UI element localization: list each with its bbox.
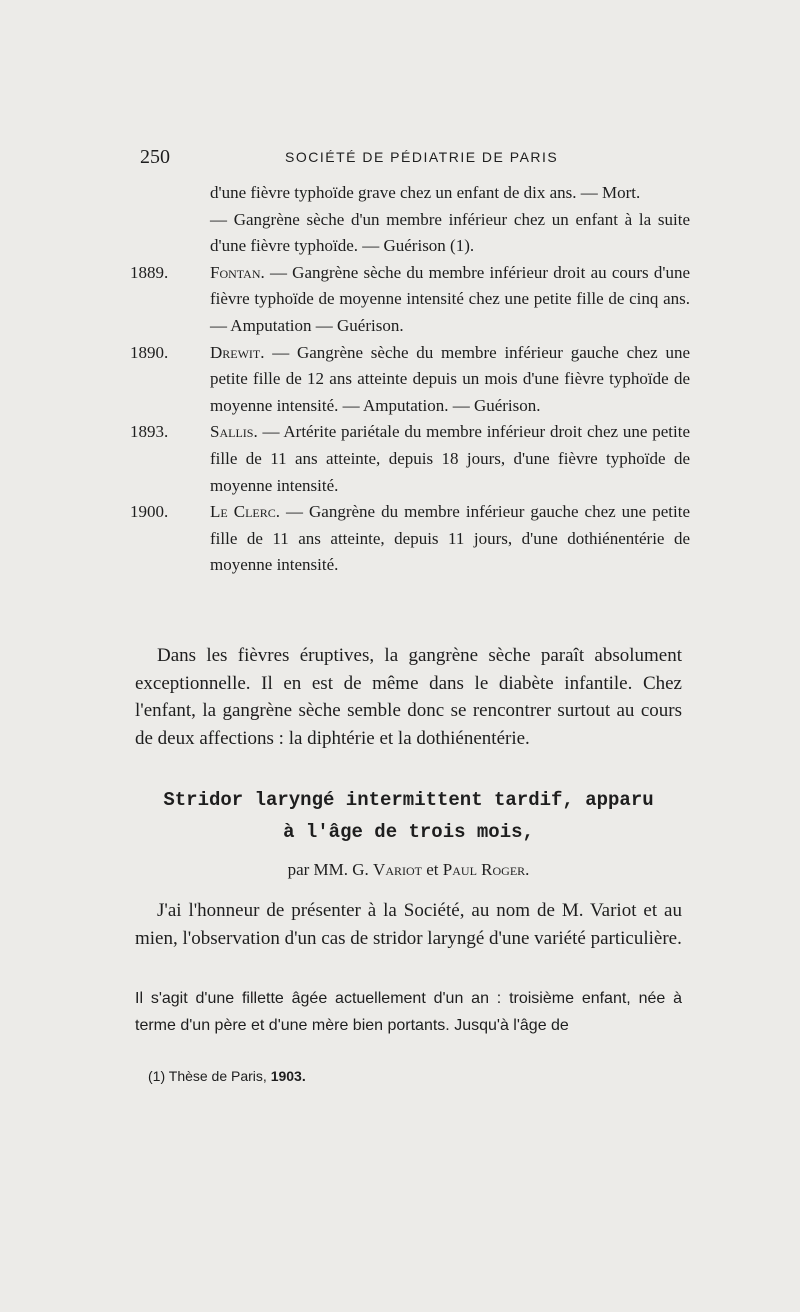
- page-number: 250: [140, 146, 170, 168]
- entry-text: . — Gangrène sèche du membre inférieur droit au cours d'une fièvre typhoïde de moyenne intensité chez une petite fille de cinq ans. — Amputation — Guérison.: [210, 262, 690, 335]
- entry-year: 1890.: [130, 342, 169, 362]
- case-entry: [130, 419, 690, 499]
- body-paragraph: [135, 897, 682, 952]
- footnote-marker: (1): [148, 1068, 166, 1084]
- entry-year: 1900.: [130, 502, 169, 522]
- case-list: [130, 180, 690, 579]
- entry-author: Fontan: [210, 262, 261, 282]
- case-entry: [130, 260, 690, 340]
- paragraph-text: Il s'agit d'une fillette âgée actuellement d'un an : troisième enfant, née à terme d'un père et d'une mère bien portants. Jusqu'à l'âge de: [135, 990, 682, 1034]
- entry-text: d'une fièvre typhoïde grave chez un enfant de dix ans. — Mort.: [210, 183, 641, 202]
- case-entry: [130, 207, 690, 260]
- entry-text: — Gangrène sèche d'un membre inférieur chez un enfant à la suite d'une fièvre typhoïde. — Guérison (1).: [210, 209, 690, 256]
- paragraph-text: Dans les fièvres éruptives, la gangrène sèche paraît absolument exceptionnelle. Il en est de même dans le diabète infantile. Chez l'enfant, la gangrène sèche semble donc se rencontrer surtout au cours de deux affections : la diphtérie et la dothiénentérie.: [135, 645, 682, 749]
- entry-text: . — Gangrène du membre inférieur gauche chez une petite fille de 11 ans atteinte, depuis 11 jours, d'une dothiénentérie de moyenne intensité.: [210, 502, 690, 575]
- footnote: (1) Thèse de Paris, 1903.: [148, 1068, 306, 1084]
- entry-year: 1889.: [130, 262, 169, 282]
- entry-author: Le Clerc: [210, 502, 276, 522]
- case-entry: [130, 180, 690, 207]
- paragraph-text: J'ai l'honneur de présenter à la Société, au nom de M. Variot et au mien, l'observation d'un cas de stridor laryngé d'une variété particulière.: [135, 900, 682, 949]
- author-name: Variot: [373, 860, 422, 879]
- page-header: [140, 146, 700, 170]
- running-title: SOCIÉTÉ DE PÉDIATRIE DE PARIS: [285, 149, 559, 165]
- entry-year: 1893.: [130, 422, 169, 442]
- body-paragraph: [135, 985, 682, 1039]
- entry-author: Drewit: [210, 342, 261, 362]
- body-paragraph: [135, 642, 682, 752]
- section-byline: par MM. G. Variot et Paul Roger.: [287, 860, 530, 879]
- case-entry: [130, 340, 690, 420]
- entry-author: Sallis: [210, 422, 254, 442]
- section-title-line-2: à l'âge de trois mois,: [283, 821, 534, 843]
- section-title-line-1: Stridor laryngé intermittent tardif, apparu: [163, 789, 654, 811]
- case-entry: [130, 499, 690, 579]
- entry-text: . — Gangrène sèche du membre inférieur gauche chez une petite fille de 12 ans atteinte depuis un mois d'une fièvre typhoïde de moyenne intensité. — Amputation. — Guérison.: [210, 342, 690, 415]
- entry-text: . — Artérite pariétale du membre inférieur droit chez une petite fille de 11 ans atteinte, depuis 18 jours, d'une fièvre typhoïde de moyenne intensité.: [210, 422, 690, 495]
- author-name: Paul Roger: [442, 860, 526, 879]
